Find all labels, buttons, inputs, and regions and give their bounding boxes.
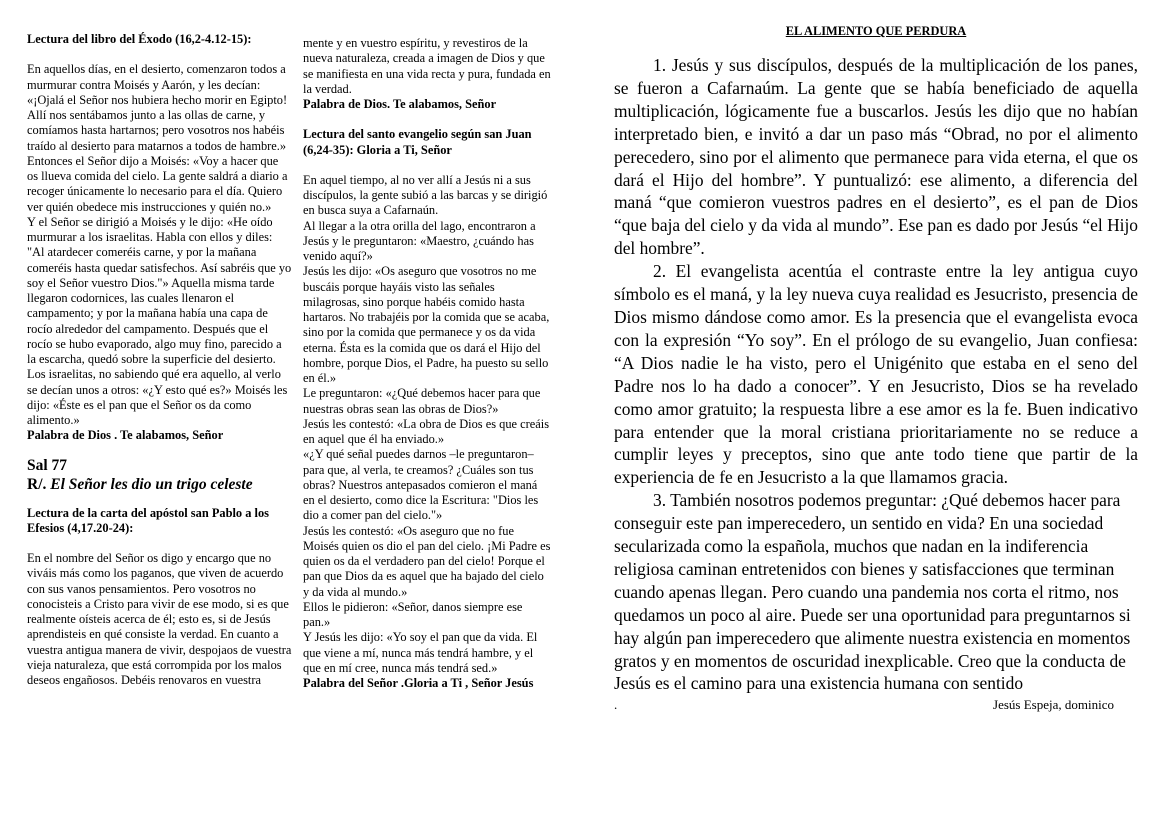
gospel-paragraph: Jesús les contestó: «La obra de Dios es que creáis en aquel que él ha enviado.» (303, 416, 550, 446)
response-text: El Señor les dio un trigo celeste (50, 475, 253, 493)
gospel-paragraph: Le preguntaron: «¿Qué debemos hacer para que nuestras obras sean las obras de Dios?» (303, 386, 541, 416)
commentary-title: EL ALIMENTO QUE PERDURA (785, 24, 967, 38)
psalm-heading: Sal 77 (27, 456, 68, 474)
gospel-title: Lectura del santo evangelio según san Juan (6,24-35): Gloria a Ti, Señor (303, 127, 532, 157)
psalm-response (27, 475, 292, 494)
gospel-paragraph: En aquel tiempo, al no ver allí a Jesús ni a sus discípulos, la gente subió a las barcas y se dirigió en busca suya a Cafarnaún. (303, 172, 548, 218)
gospel-paragraph: Jesús les dijo: «Os aseguro que vosotros no me buscáis porque hayáis visto las señales milagrosas, sino porque habéis comido hasta hartaros. No trabajéis por la comida que se acaba, sino por la comida que permanece y os da vida eterna. Ésta es la comida que os dará el Hijo del hombre, porque Dios, el Padre, ha puesto su sello en él.» (303, 264, 550, 385)
signature-dot: . (614, 697, 618, 713)
reading2-text: En el nombre del Señor os digo y encargo que no viváis más como los paganos, que viven de acuerdo con sus vanos pensamientos. Pero vosotros no conocisteis a Cristo para vivir de ese modo, si es que realmente oísteis acerca de él; esto es, si de Jesús aprendisteis en qué consiste la verdad. En cuanto a vuestra antigua manera de vivir, despojaos de vuestra vieja naturaleza, que está corrompida por los malos deseos engañosos. Debéis renovaros en vuestra (27, 551, 292, 687)
signature: Jesús Espeja, dominico (993, 697, 1114, 713)
reading2-closing: Palabra de Dios. Te alabamos, Señor (303, 97, 497, 111)
gospel-paragraph: Ellos le pidieron: «Señor, danos siempre ese pan.» (303, 599, 523, 629)
gospel-paragraph: Jesús les contestó: «Os aseguro que no fue Moisés quien os dio el pan del cielo. ¡Mi Padre es quien os da el verdadero pan del cielo! Porque el pan que Dios da es aquel que ha bajado del cielo y da vida al mundo.» (303, 523, 551, 599)
gospel-paragraph: «¿Y qué señal puedes darnos –le preguntaron– para que, al verla, te creamos? ¿Cuáles son tus obras? Nuestros antepasados comieron el maná en el desierto, como dice la Escritura: "Dios les dio a comer pan del cielo."» (303, 447, 539, 523)
gospel-closing: Palabra del Señor .Gloria a Ti , Señor Jesús (303, 676, 534, 690)
reading1-paragraph: En aquellos días, en el desierto, comenzaron todos a murmurar contra Moisés y Aarón, y les decían: «¡Ojalá el Señor nos hubiera hecho morir en Egipto! Allí nos sentábamos junto a las ollas de carne, y comíamos hasta hartarnos; pero vosotros nos habéis traído al desierto para matarnos a todos de hambre.» (27, 62, 288, 153)
reading2-continuation: mente y en vuestro espíritu, y revestiros de la nueva naturaleza, creada a imagen de Dios y que se manifiesta en una vida recta y pura, fundada en la verdad. (303, 36, 551, 96)
reading2-title: Lectura de la carta del apóstol san Pablo a los Efesios (4,17.20-24): (27, 505, 269, 535)
reading1-paragraph: Los israelitas, no sabiendo qué era aquello, al verlo se decían unos a otros: «¿Y esto qué es?» Moisés les dijo: «Éste es el pan que el Señor os da como alimento.» (27, 367, 288, 427)
commentary-paragraph-3: 3. También nosotros podemos preguntar: ¿Qué debemos hacer para conseguir este pan imperecedero, un sentido en vida? En una sociedad secularizada como la española, muchos que nadan en la indiferencia religiosa caminan entretenidos con bienes y satisfacciones que terminan cuando apenas llegan. Pero cuando una pandemia nos corta el ritmo, nos quedamos un poco al aire. Puede ser una oportunidad para preguntarnos si hay algún pan imperecedero que alimente nuestra existencia en momentos gratos y en momentos de oscuridad inexplicable. Creo que la conducta de Jesús es el camino para una existencia humana con sentido (614, 490, 1131, 694)
commentary-paragraph-1: 1. Jesús y sus discípulos, después de la multiplicación de los panes, se fueron a Cafarnaúm. La gente que se había beneficiado de aquella multiplicación, lógicamente fue a buscarlos. Jesús les dijo que no habían interpretado bien, e invitó a dar un paso más “Obrad, no por el alimento perecedero, sino por el alimento que permanece para vida eterna, el que os dará el Hijo del hombre”. Y puntualizó: ese alimento, a diferencia del maná “que comieron vuestros padres en el desierto”, es el pan de Dios “que baja del cielo y da vida al mundo”. Ese pan es dado por Jesús “el Hijo del hombre”. (614, 55, 1138, 259)
column-readings-1 (27, 32, 292, 688)
column-commentary (614, 24, 1138, 713)
gospel-paragraph: Y Jesús les dijo: «Yo soy el pan que da vida. El que viene a mí, nunca más tendrá hambre, y el que en mí cree, nunca más tendrá sed.» (303, 630, 538, 675)
commentary-paragraph-2: 2. El evangelista acentúa el contraste entre la ley antigua cuyo símbolo es el maná, y la ley nueva cuya realidad es Jesucristo, presencia de Dios mismo dándose como amor. Es la presencia que el evangelista evoca con la expresión “Yo soy”. En el prólogo de su evangelio, Juan confiesa: “A Dios nadie le ha visto, pero el Unigénito que estaba en el seno del Padre nos lo ha dado a conocer”. Y en Jesucristo, Dios se ha revelado como amor gratuito; la respuesta libre a ese amor es la fe. Buen indicativo para entender que la moral cristiana prioritariamente no se reduce a cumplir leyes y preceptos, sino que ante todo tiene que partir de la experiencia de fe en Jesucristo a la que llamamos gracia. (614, 261, 1138, 488)
reading1-paragraph: Y el Señor se dirigió a Moisés y le dijo: «He oído murmurar a los israelitas. Habla con ellos y diles: "Al atardecer comeréis carne, y por la mañana comeréis hasta quedar satisfechos. Así sabréis que yo soy el Señor vuestro Dios."» Aquella misma tarde llegaron codornices, las cuales llenaron el campamento; y por la mañana había una capa de rocío alrededor del campamento. Después que el rocío se hubo evaporado, algo muy fino, parecido a la escarcha, quedó sobre la superficie del desierto. (27, 214, 292, 366)
reading1-title: Lectura del libro del Éxodo (16,2-4.12-15): (27, 32, 252, 46)
response-prefix: R/. (27, 475, 47, 493)
signature-line (614, 697, 1138, 713)
gospel-paragraph: Al llegar a la otra orilla del lago, encontraron a Jesús y le preguntaron: «Maestro, ¿cuándo has venido aquí?» (303, 218, 536, 263)
reading1-closing: Palabra de Dios . Te alabamos, Señor (27, 428, 224, 443)
column-readings-2 (303, 36, 551, 691)
reading1-paragraph: Entonces el Señor dijo a Moisés: «Voy a hacer que os llueva comida del cielo. La gente saldrá a diario a recoger únicamente lo necesario para el día. Quiero ver quién obedece mis instrucciones y quién no.» (27, 153, 288, 214)
